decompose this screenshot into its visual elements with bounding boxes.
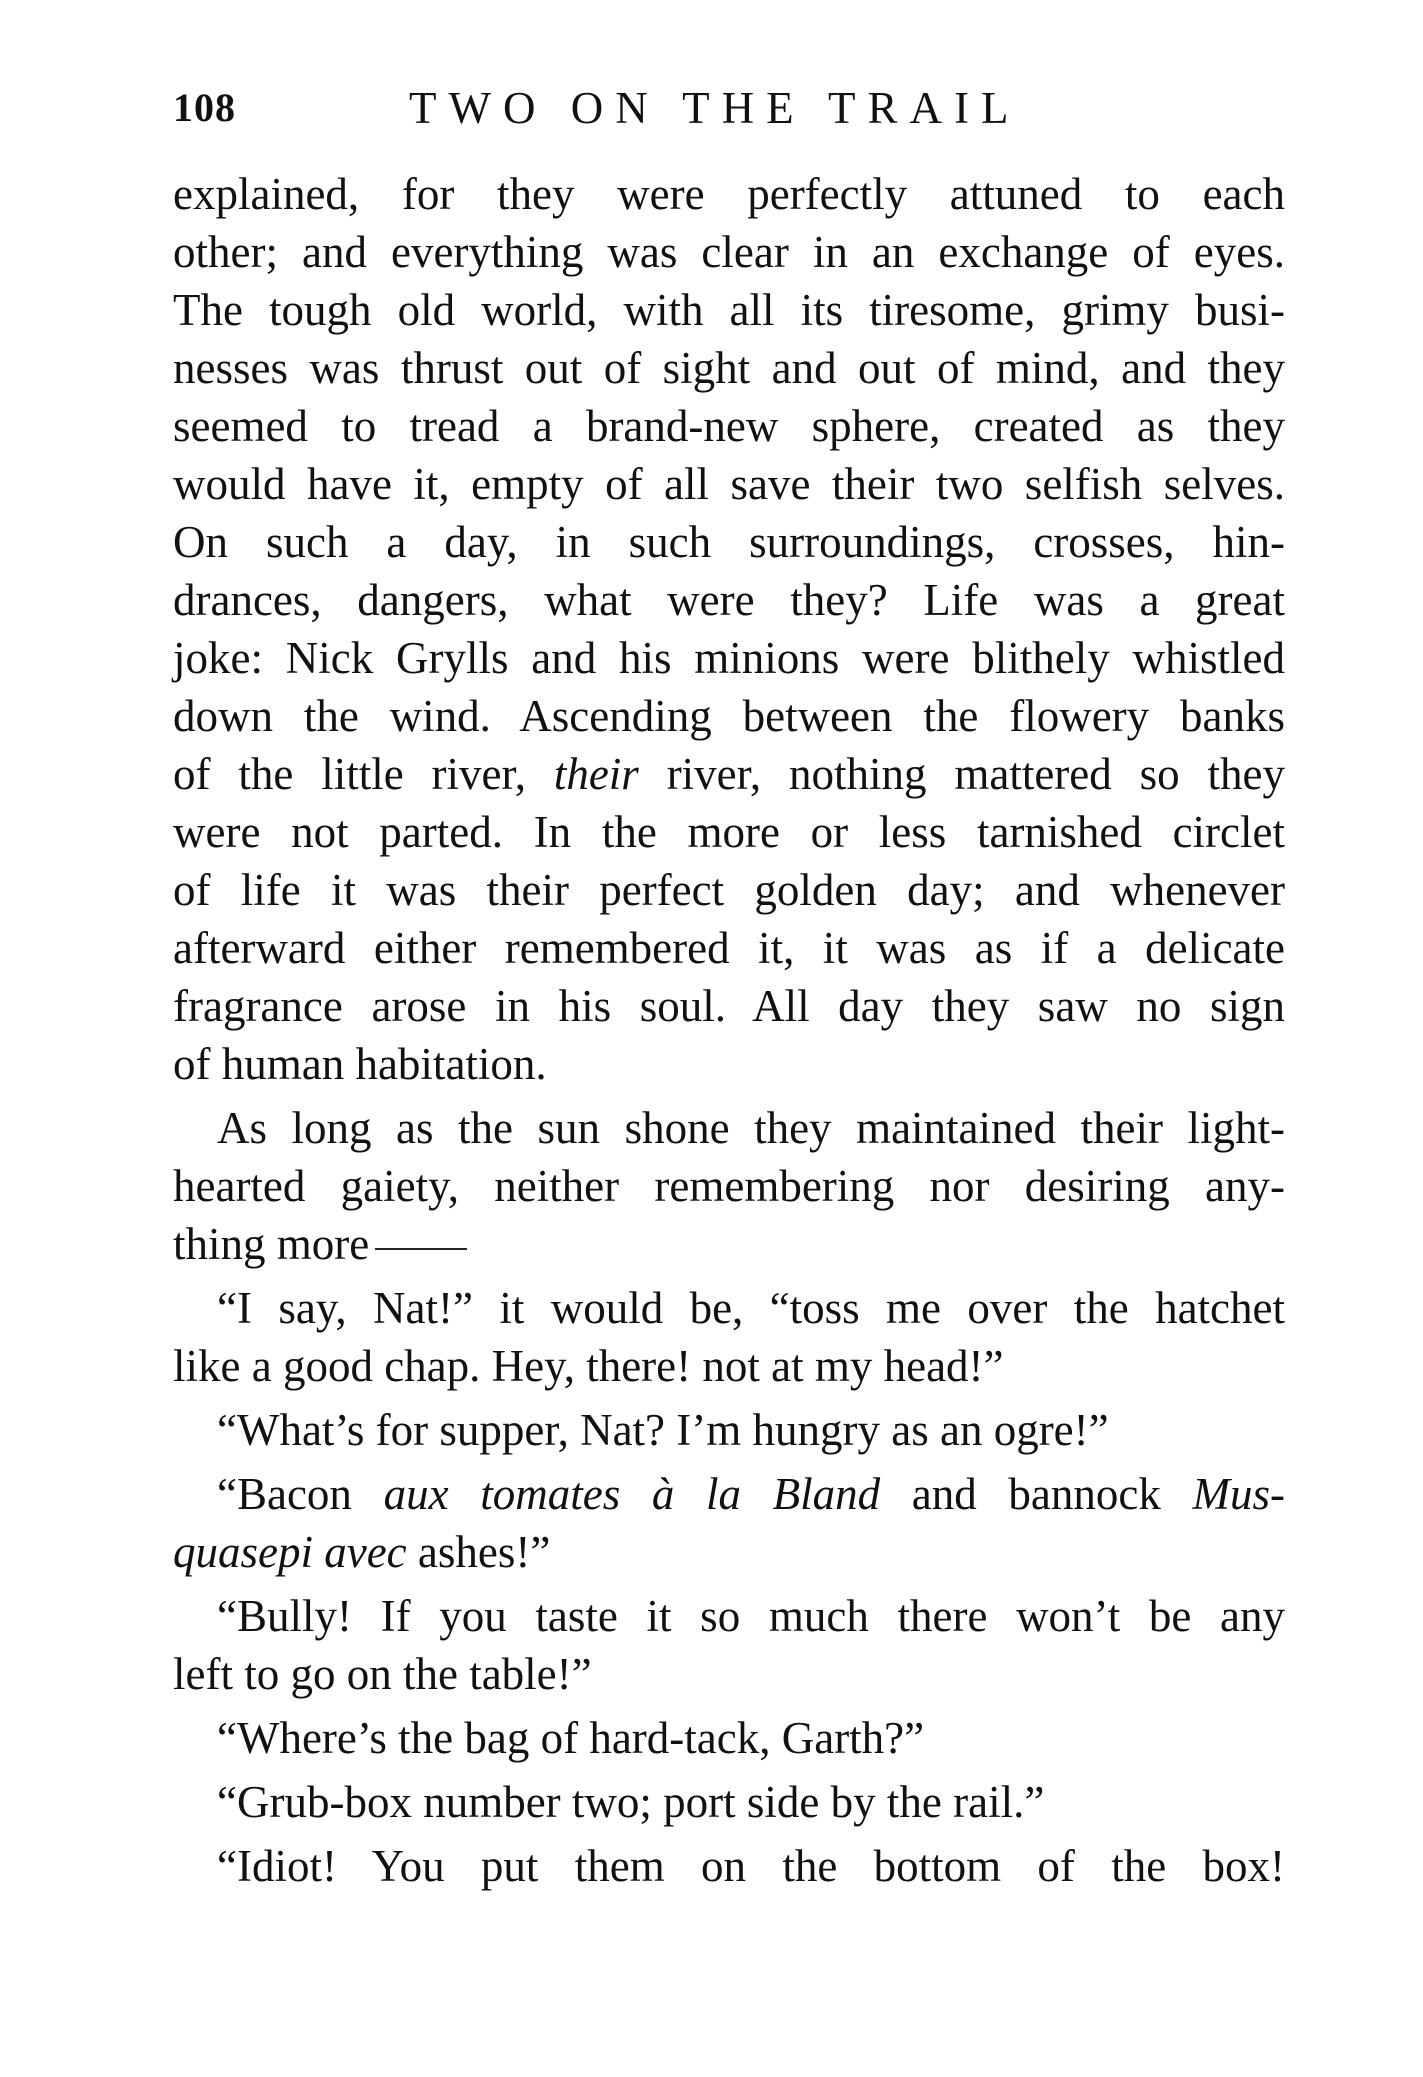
text-segment: left to go on the table!” (173, 1649, 592, 1699)
italic-text: quasepi avec (173, 1527, 407, 1577)
italic-text: Mus- (1192, 1469, 1286, 1519)
body-text (173, 165, 1285, 1895)
text-segment: were not parted. In the more or less tarnished circlet (173, 807, 1285, 857)
text-line (173, 1709, 1285, 1767)
text-line (173, 1215, 1285, 1273)
text-segment: joke: Nick Grylls and his minions were blithely whistled (173, 633, 1285, 683)
paragraph (173, 1773, 1285, 1831)
text-line (173, 1035, 1285, 1093)
paragraph (173, 165, 1285, 1093)
text-segment: On such a day, in such surroundings, crosses, hin- (173, 517, 1285, 567)
text-line (173, 861, 1285, 919)
text-segment: of the little river, (173, 749, 554, 799)
text-line (173, 1773, 1285, 1831)
text-line (173, 281, 1285, 339)
text-segment: would have it, empty of all save their two selfish selves. (173, 459, 1285, 509)
page-number: 108 (173, 85, 236, 130)
text-segment: explained, for they were perfectly attuned to each (173, 169, 1285, 219)
text-segment: “I say, Nat!” it would be, “toss me over the hatchet (217, 1283, 1285, 1333)
text-segment: nesses was thrust out of sight and out of mind, and they (173, 343, 1285, 393)
text-line (173, 1401, 1285, 1459)
text-line (173, 165, 1285, 223)
text-line (173, 1465, 1285, 1523)
text-segment: other; and everything was clear in an exchange of eyes. (173, 227, 1285, 277)
italic-text: aux tomates à la Bland (383, 1469, 881, 1519)
text-segment: The tough old world, with all its tiresome, grimy busi- (173, 285, 1285, 335)
text-line (173, 397, 1285, 455)
text-segment: fragrance arose in his soul. All day they saw no sign (173, 981, 1285, 1031)
text-line (173, 1837, 1285, 1895)
italic-text: their (553, 749, 639, 799)
text-segment: ashes!” (406, 1527, 551, 1577)
paragraph (173, 1401, 1285, 1459)
text-line (173, 629, 1285, 687)
text-segment: afterward either remembered it, it was as if a delicate (173, 923, 1285, 973)
text-segment: “Bully! If you taste it so much there won’t be any (217, 1591, 1285, 1641)
paragraph (173, 1837, 1285, 1895)
text-segment: hearted gaiety, neither remembering nor desiring any- (173, 1161, 1285, 1211)
text-segment: “Bacon (217, 1469, 384, 1519)
paragraph (173, 1465, 1285, 1581)
book-title: TWO ON THE TRAIL (409, 83, 1021, 133)
text-segment: drances, dangers, what were they? Life was a great (173, 575, 1285, 625)
text-segment: like a good chap. Hey, there! not at my head!” (173, 1341, 1004, 1391)
text-line (173, 1523, 1285, 1581)
text-segment: river, nothing mattered so they (638, 749, 1285, 799)
text-line (173, 223, 1285, 281)
paragraph (173, 1709, 1285, 1767)
text-segment: As long as the sun shone they maintained their light- (217, 1103, 1285, 1153)
text-line (173, 919, 1285, 977)
paragraph (173, 1587, 1285, 1703)
em-dash-rule (375, 1248, 467, 1250)
text-segment: “Idiot! You put them on the bottom of the box! (217, 1841, 1285, 1891)
text-segment: down the wind. Ascending between the flowery banks (173, 691, 1285, 741)
text-line (173, 1157, 1285, 1215)
text-segment: seemed to tread a brand-new sphere, created as they (173, 401, 1285, 451)
text-line (173, 513, 1285, 571)
text-line (173, 339, 1285, 397)
text-segment: and bannock (880, 1469, 1193, 1519)
running-head (173, 78, 1283, 138)
text-segment: thing more (173, 1219, 370, 1269)
text-line (173, 571, 1285, 629)
text-segment: of life it was their perfect golden day; and whenever (173, 865, 1285, 915)
text-segment: “What’s for supper, Nat? I’m hungry as an ogre!” (217, 1405, 1109, 1455)
text-segment: of human habitation. (173, 1039, 547, 1089)
text-line (173, 745, 1285, 803)
text-line (173, 1337, 1285, 1395)
text-line (173, 977, 1285, 1035)
text-line (173, 1587, 1285, 1645)
text-line (173, 1279, 1285, 1337)
text-segment: “Where’s the bag of hard-tack, Garth?” (217, 1713, 925, 1763)
text-line (173, 455, 1285, 513)
paragraph (173, 1279, 1285, 1395)
text-line (173, 1099, 1285, 1157)
paragraph (173, 1099, 1285, 1273)
text-segment: “Grub-box number two; port side by the rail.” (217, 1777, 1045, 1827)
text-line (173, 803, 1285, 861)
text-line (173, 1645, 1285, 1703)
text-line (173, 687, 1285, 745)
